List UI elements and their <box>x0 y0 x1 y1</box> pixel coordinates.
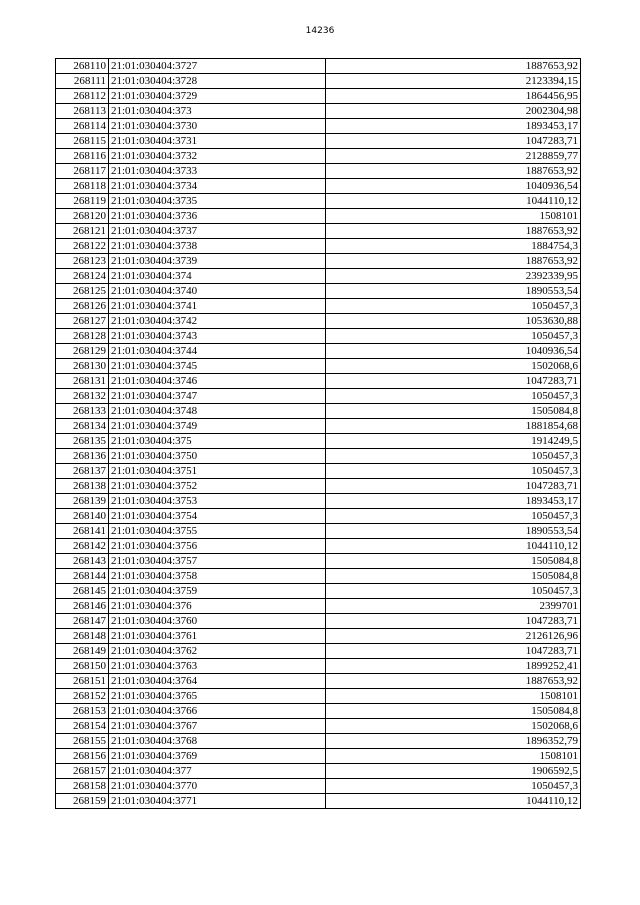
table-row <box>56 59 581 74</box>
table-row <box>56 629 581 644</box>
table-row <box>56 494 581 509</box>
value-cell: 1050457,3 <box>326 779 581 794</box>
table-row <box>56 509 581 524</box>
table-row <box>56 689 581 704</box>
table-row <box>56 239 581 254</box>
row-number-cell: 268120 <box>56 209 109 224</box>
cadastral-number-cell: 21:01:030404:3753 <box>109 494 326 509</box>
value-cell: 1502068,6 <box>326 719 581 734</box>
value-cell: 1505084,8 <box>326 569 581 584</box>
cadastral-number-cell: 21:01:030404:3760 <box>109 614 326 629</box>
table-row <box>56 749 581 764</box>
row-number-cell: 268125 <box>56 284 109 299</box>
row-number-cell: 268121 <box>56 224 109 239</box>
value-cell: 1505084,8 <box>326 404 581 419</box>
row-number-cell: 268112 <box>56 89 109 104</box>
cadastral-number-cell: 21:01:030404:3757 <box>109 554 326 569</box>
row-number-cell: 268132 <box>56 389 109 404</box>
row-number-cell: 268119 <box>56 194 109 209</box>
row-number-cell: 268148 <box>56 629 109 644</box>
table-row <box>56 539 581 554</box>
table-row <box>56 584 581 599</box>
value-cell: 1887653,92 <box>326 164 581 179</box>
value-cell: 1887653,92 <box>326 674 581 689</box>
cadastral-number-cell: 21:01:030404:3727 <box>109 59 326 74</box>
table-row <box>56 524 581 539</box>
row-number-cell: 268123 <box>56 254 109 269</box>
row-number-cell: 268130 <box>56 359 109 374</box>
cadastral-number-cell: 21:01:030404:3766 <box>109 704 326 719</box>
value-cell: 1502068,6 <box>326 359 581 374</box>
table-row <box>56 164 581 179</box>
value-cell: 1050457,3 <box>326 449 581 464</box>
cadastral-number-cell: 21:01:030404:3732 <box>109 149 326 164</box>
cadastral-number-cell: 21:01:030404:3752 <box>109 479 326 494</box>
value-cell: 2392339,95 <box>326 269 581 284</box>
table-row <box>56 359 581 374</box>
table-row <box>56 719 581 734</box>
table-row <box>56 194 581 209</box>
row-number-cell: 268128 <box>56 329 109 344</box>
row-number-cell: 268135 <box>56 434 109 449</box>
table-row <box>56 299 581 314</box>
value-cell: 1047283,71 <box>326 614 581 629</box>
cadastral-number-cell: 21:01:030404:3731 <box>109 134 326 149</box>
row-number-cell: 268144 <box>56 569 109 584</box>
row-number-cell: 268126 <box>56 299 109 314</box>
table-row <box>56 74 581 89</box>
table-row <box>56 269 581 284</box>
table-row <box>56 284 581 299</box>
table-row <box>56 404 581 419</box>
row-number-cell: 268146 <box>56 599 109 614</box>
value-cell: 1047283,71 <box>326 134 581 149</box>
table-row <box>56 209 581 224</box>
cadastral-number-cell: 21:01:030404:3758 <box>109 569 326 584</box>
cadastral-number-cell: 21:01:030404:3735 <box>109 194 326 209</box>
row-number-cell: 268140 <box>56 509 109 524</box>
cadastral-number-cell: 21:01:030404:3769 <box>109 749 326 764</box>
row-number-cell: 268153 <box>56 704 109 719</box>
row-number-cell: 268110 <box>56 59 109 74</box>
table-row <box>56 344 581 359</box>
row-number-cell: 268114 <box>56 119 109 134</box>
value-cell: 1047283,71 <box>326 644 581 659</box>
value-cell: 2002304,98 <box>326 104 581 119</box>
table-row <box>56 104 581 119</box>
value-cell: 1050457,3 <box>326 329 581 344</box>
value-cell: 1881854,68 <box>326 419 581 434</box>
value-cell: 1044110,12 <box>326 794 581 809</box>
cadastral-number-cell: 21:01:030404:3756 <box>109 539 326 554</box>
row-number-cell: 268149 <box>56 644 109 659</box>
table-row <box>56 134 581 149</box>
cadastral-number-cell: 21:01:030404:3738 <box>109 239 326 254</box>
row-number-cell: 268118 <box>56 179 109 194</box>
row-number-cell: 268131 <box>56 374 109 389</box>
table-body <box>56 59 581 809</box>
table-row <box>56 119 581 134</box>
table-row <box>56 89 581 104</box>
row-number-cell: 268155 <box>56 734 109 749</box>
value-cell: 2126126,96 <box>326 629 581 644</box>
row-number-cell: 268143 <box>56 554 109 569</box>
page-number: 14236 <box>305 26 335 36</box>
cadastral-number-cell: 21:01:030404:3768 <box>109 734 326 749</box>
row-number-cell: 268115 <box>56 134 109 149</box>
value-cell: 1050457,3 <box>326 584 581 599</box>
row-number-cell: 268156 <box>56 749 109 764</box>
value-cell: 1893453,17 <box>326 494 581 509</box>
value-cell: 1050457,3 <box>326 389 581 404</box>
table-row <box>56 479 581 494</box>
cadastral-number-cell: 21:01:030404:3740 <box>109 284 326 299</box>
table-row <box>56 614 581 629</box>
cadastral-number-cell: 21:01:030404:3739 <box>109 254 326 269</box>
row-number-cell: 268127 <box>56 314 109 329</box>
value-cell: 1047283,71 <box>326 479 581 494</box>
cadastral-number-cell: 21:01:030404:3762 <box>109 644 326 659</box>
value-cell: 1890553,54 <box>326 284 581 299</box>
row-number-cell: 268142 <box>56 539 109 554</box>
value-cell: 1505084,8 <box>326 704 581 719</box>
row-number-cell: 268111 <box>56 74 109 89</box>
table-row <box>56 329 581 344</box>
value-cell: 1508101 <box>326 749 581 764</box>
table-row <box>56 434 581 449</box>
cadastral-number-cell: 21:01:030404:3770 <box>109 779 326 794</box>
table-row <box>56 374 581 389</box>
table-row <box>56 149 581 164</box>
cadastral-number-cell: 21:01:030404:3749 <box>109 419 326 434</box>
value-cell: 1050457,3 <box>326 464 581 479</box>
cadastral-number-cell: 21:01:030404:3748 <box>109 404 326 419</box>
table-row <box>56 389 581 404</box>
cadastral-number-cell: 21:01:030404:3733 <box>109 164 326 179</box>
cadastral-number-cell: 21:01:030404:3763 <box>109 659 326 674</box>
cadastral-number-cell: 21:01:030404:375 <box>109 434 326 449</box>
table-row <box>56 464 581 479</box>
value-cell: 2399701 <box>326 599 581 614</box>
cadastral-number-cell: 21:01:030404:3743 <box>109 329 326 344</box>
table-row <box>56 224 581 239</box>
value-cell: 1893453,17 <box>326 119 581 134</box>
value-cell: 1050457,3 <box>326 509 581 524</box>
row-number-cell: 268133 <box>56 404 109 419</box>
row-number-cell: 268154 <box>56 719 109 734</box>
cadastral-number-cell: 21:01:030404:3736 <box>109 209 326 224</box>
table-row <box>56 644 581 659</box>
row-number-cell: 268158 <box>56 779 109 794</box>
cadastral-value-table <box>55 58 581 809</box>
row-number-cell: 268138 <box>56 479 109 494</box>
row-number-cell: 268136 <box>56 449 109 464</box>
cadastral-number-cell: 21:01:030404:3771 <box>109 794 326 809</box>
table-row <box>56 254 581 269</box>
cadastral-number-cell: 21:01:030404:3737 <box>109 224 326 239</box>
cadastral-number-cell: 21:01:030404:3744 <box>109 344 326 359</box>
row-number-cell: 268157 <box>56 764 109 779</box>
cadastral-number-cell: 21:01:030404:374 <box>109 269 326 284</box>
table-row <box>56 674 581 689</box>
table-row <box>56 794 581 809</box>
table-row <box>56 734 581 749</box>
value-cell: 1040936,54 <box>326 179 581 194</box>
value-cell: 1884754,3 <box>326 239 581 254</box>
row-number-cell: 268113 <box>56 104 109 119</box>
value-cell: 1047283,71 <box>326 374 581 389</box>
cadastral-number-cell: 21:01:030404:376 <box>109 599 326 614</box>
row-number-cell: 268152 <box>56 689 109 704</box>
cadastral-number-cell: 21:01:030404:377 <box>109 764 326 779</box>
value-cell: 1887653,92 <box>326 224 581 239</box>
row-number-cell: 268139 <box>56 494 109 509</box>
value-cell: 1508101 <box>326 209 581 224</box>
row-number-cell: 268122 <box>56 239 109 254</box>
value-cell: 1896352,79 <box>326 734 581 749</box>
table-row <box>56 179 581 194</box>
row-number-cell: 268117 <box>56 164 109 179</box>
cadastral-number-cell: 21:01:030404:3750 <box>109 449 326 464</box>
table-row <box>56 764 581 779</box>
cadastral-number-cell: 21:01:030404:3728 <box>109 74 326 89</box>
value-cell: 1914249,5 <box>326 434 581 449</box>
cadastral-number-cell: 21:01:030404:3754 <box>109 509 326 524</box>
cadastral-number-cell: 21:01:030404:3765 <box>109 689 326 704</box>
cadastral-number-cell: 21:01:030404:3734 <box>109 179 326 194</box>
cadastral-number-cell: 21:01:030404:3751 <box>109 464 326 479</box>
row-number-cell: 268129 <box>56 344 109 359</box>
value-cell: 1906592,5 <box>326 764 581 779</box>
row-number-cell: 268151 <box>56 674 109 689</box>
row-number-cell: 268147 <box>56 614 109 629</box>
cadastral-number-cell: 21:01:030404:3747 <box>109 389 326 404</box>
value-cell: 1864456,95 <box>326 89 581 104</box>
value-cell: 1890553,54 <box>326 524 581 539</box>
value-cell: 2123394,15 <box>326 74 581 89</box>
value-cell: 1044110,12 <box>326 194 581 209</box>
value-cell: 2128859,77 <box>326 149 581 164</box>
cadastral-number-cell: 21:01:030404:3742 <box>109 314 326 329</box>
value-cell: 1508101 <box>326 689 581 704</box>
table-row <box>56 419 581 434</box>
cadastral-number-cell: 21:01:030404:3761 <box>109 629 326 644</box>
value-cell: 1044110,12 <box>326 539 581 554</box>
cadastral-number-cell: 21:01:030404:3755 <box>109 524 326 539</box>
value-cell: 1505084,8 <box>326 554 581 569</box>
cadastral-number-cell: 21:01:030404:3767 <box>109 719 326 734</box>
cadastral-number-cell: 21:01:030404:3746 <box>109 374 326 389</box>
value-cell: 1050457,3 <box>326 299 581 314</box>
table-row <box>56 779 581 794</box>
table-row <box>56 554 581 569</box>
row-number-cell: 268150 <box>56 659 109 674</box>
value-cell: 1053630,88 <box>326 314 581 329</box>
cadastral-number-cell: 21:01:030404:3745 <box>109 359 326 374</box>
table-row <box>56 569 581 584</box>
value-cell: 1887653,92 <box>326 254 581 269</box>
cadastral-number-cell: 21:01:030404:373 <box>109 104 326 119</box>
cadastral-number-cell: 21:01:030404:3759 <box>109 584 326 599</box>
table-row <box>56 314 581 329</box>
row-number-cell: 268145 <box>56 584 109 599</box>
value-cell: 1887653,92 <box>326 59 581 74</box>
table-row <box>56 659 581 674</box>
table-row <box>56 599 581 614</box>
row-number-cell: 268116 <box>56 149 109 164</box>
table-row <box>56 704 581 719</box>
cadastral-number-cell: 21:01:030404:3764 <box>109 674 326 689</box>
value-cell: 1040936,54 <box>326 344 581 359</box>
row-number-cell: 268141 <box>56 524 109 539</box>
row-number-cell: 268124 <box>56 269 109 284</box>
row-number-cell: 268134 <box>56 419 109 434</box>
cadastral-number-cell: 21:01:030404:3729 <box>109 89 326 104</box>
cadastral-number-cell: 21:01:030404:3741 <box>109 299 326 314</box>
cadastral-number-cell: 21:01:030404:3730 <box>109 119 326 134</box>
table-row <box>56 449 581 464</box>
value-cell: 1899252,41 <box>326 659 581 674</box>
row-number-cell: 268159 <box>56 794 109 809</box>
row-number-cell: 268137 <box>56 464 109 479</box>
